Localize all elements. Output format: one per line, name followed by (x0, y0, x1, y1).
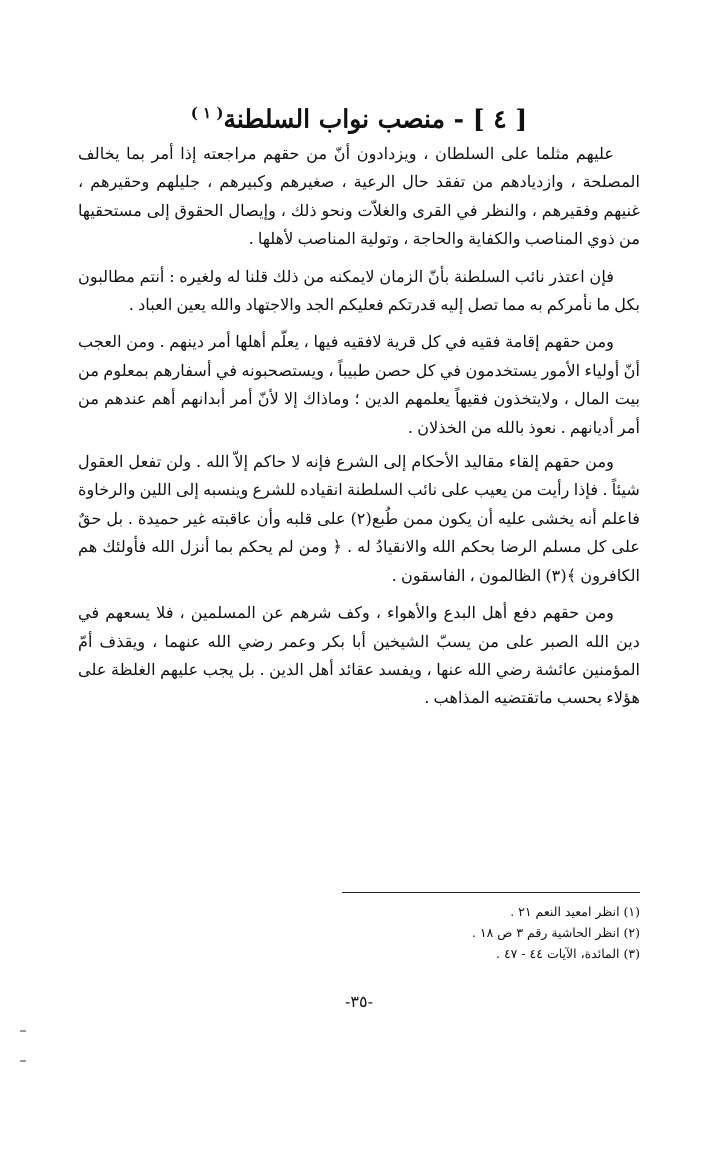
footnote-1: (١) انظر امعيد النعم ٢١ . (510, 904, 640, 919)
title-text: [ ٤ ] - منصب نواب السلطنة (223, 104, 528, 134)
footnote-3: (٣) المائدة، الآيات ٤٤ - ٤٧ . (495, 946, 640, 961)
paragraph-1: عليهم مثلما على السلطان ، ويزدادون أنّ من حقهم مراجعته إذا أمر بما يخالف المصلحة ، وازديادهم من تفقد حال الرعية ، صغيرهم وكبيرهم ، جليلهم وحقيرهم ، غنيهم وفقيرهم ، والنظر في القرى والغلاّت ونحو ذلك ، وإيصال الحقوق إلى مستحقيها من ذوي المناصب والكفاية والحاجة ، وتولية المناصب لأهلها . (78, 144, 640, 249)
main-text (78, 140, 640, 722)
footnote-divider (342, 892, 640, 893)
paragraph-2: فإن اعتذر نائب السلطنة بأنّ الزمان لايمكنه من ذلك قلنا له ولغيره : أنتم مطالبون بكل ما نأمركم به مما تصل إليه قدرتكم فعليكم الجد والاجتهاد والله يعين العباد . (78, 266, 640, 315)
page-number: -٣٥- (345, 992, 373, 1011)
paragraph-3: ومن حقهم إقامة فقيه في كل قرية لافقيه فيها ، يعلّم أهلها أمر دينهم . ومن العجب أنّ أولياء الأمور يستخدمون في كل حصن طبيباً ، ويستصحبونه في أسفارهم بمعلوم من بيت المال ، ولايتخذون فقيهاً يعلمهم الدين ؛ وماذاك إلا لأنّ أمر أبدانهم أهم عندهم من أمر أديانهم . نعوذ بالله من الخذلان . (78, 332, 640, 437)
title-footnote-ref: ( ١ ) (190, 104, 224, 122)
paragraph-4: ومن حقهم إلقاء مقاليد الأحكام إلى الشرع فإنه لا حاكم إلاّ الله . ولن تفعل العقول شيئاً . فإذا رأيت من يعيب على نائب السلطنة انقياده للشرع وينسبه إلى اللين والرخاوة فاعلم أنه يخشى عليه أن يكون ممن طُبع(٢) على قلبه وأن عاقبته غير حميدة . بل حقٌ على كل مسلم الرضا بحكم الله والانقيادُ له . ﴿ ومن لم يحكم بما أنزل الله فأولئك هم الكافرون ﴾(٣) الظالمون ، الفاسقون . (78, 452, 640, 585)
paragraph-5: ومن حقهم دفع أهل البدع والأهواء ، وكف شرهم عن المسلمين ، فلا يسعهم في دين الله الصبر على من يسبّ الشيخين أبا بكر وعمر رضي الله عنهما ، ويقذف أمّ المؤمنين عائشة رضي الله عنها ، ويفسد عقائد أهل الدين . بل يجب عليهم الغلظة على هؤلاء بحسب ماتقتضيه المذاهب . (78, 603, 640, 708)
footnotes (78, 901, 640, 964)
scan-mark (20, 1060, 26, 1062)
page-title (90, 93, 628, 139)
scan-mark (20, 1030, 26, 1032)
footnote-2: (٢) انظر الحاشية رقم ٣ ص ١٨ . (471, 925, 640, 940)
